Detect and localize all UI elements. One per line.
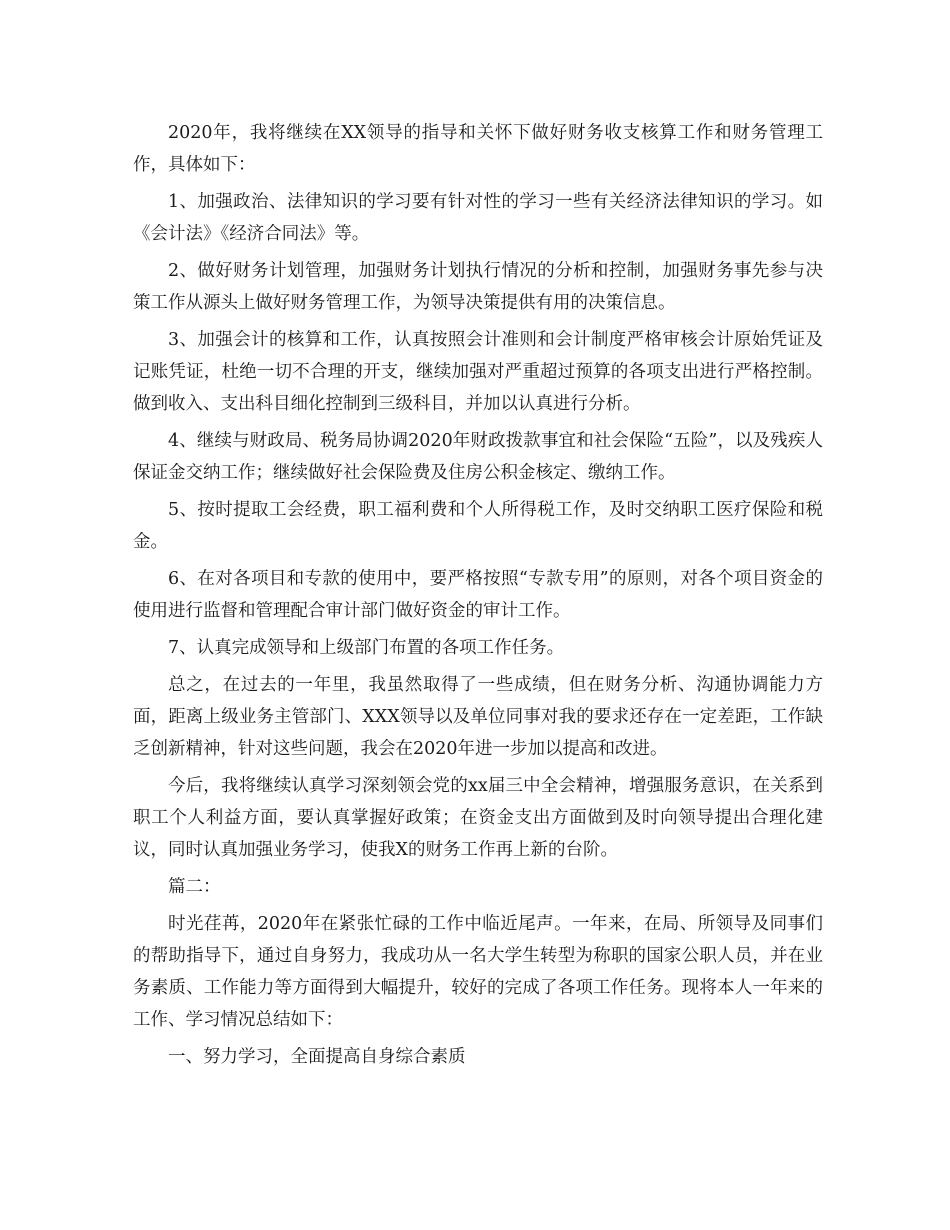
paragraph-item-4: 4、继续与财政局、税务局协调2020年财政拨款事宜和社会保险“五险”，以及残疾人保证金交纳工作；继续做好社会保险费及住房公积金核定、缴纳工作。 bbox=[133, 431, 823, 483]
paragraph-summary: 总之，在过去的一年里，我虽然取得了一些成绩，但在财务分析、沟通协调能力方面，距离上级业务主管部门、XXX领导以及单位同事对我的要求还存在一定差距，工作缺乏创新精神，针对这些问题，我会在2020年进一步加以提高和改进。 bbox=[133, 675, 823, 759]
paragraph-item-2: 2、做好财务计划管理，加强财务计划执行情况的分析和控制，加强财务事先参与决策工作从源头上做好财务管理工作，为领导决策提供有用的决策信息。 bbox=[133, 261, 823, 313]
document-body bbox=[133, 117, 823, 1078]
section-heading-study: 一、努力学习，全面提高自身综合素质 bbox=[168, 1047, 466, 1067]
paragraph-item-6: 6、在对各项目和专款的使用中，要严格按照“专款专用”的原则，对各个项目资金的使用进行监督和管理配合审计部门做好资金的审计工作。 bbox=[133, 569, 823, 621]
paragraph-part-two-intro: 时光荏苒，2020年在紧张忙碌的工作中临近尾声。一年来，在局、所领导及同事们的帮助指导下，通过自身努力，我成功从一名大学生转型为称职的国家公职人员，并在业务素质、工作能力等方面得到大幅提升，较好的完成了各项工作任务。现将本人一年来的工作、学习情况总结如下： bbox=[133, 914, 823, 1030]
paragraph-item-1: 1、加强政治、法律知识的学习要有针对性的学习一些有关经济法律知识的学习。如《会计法》《经济合同法》等。 bbox=[133, 192, 823, 244]
section-heading-part-two: 篇二： bbox=[168, 877, 221, 897]
paragraph-item-7: 7、认真完成领导和上级部门布置的各项工作任务。 bbox=[168, 638, 565, 658]
paragraph-future: 今后，我将继续认真学习深刻领会党的xx届三中全会精神，增强服务意识，在关系到职工个人利益方面，要认真掌握好政策；在资金支出方面做到及时向领导提出合理化建议，同时认真加强业务学习，使我X的财务工作再上新的台阶。 bbox=[133, 776, 823, 860]
paragraph-item-5: 5、按时提取工会经费，职工福利费和个人所得税工作，及时交纳职工医疗保险和税金。 bbox=[133, 500, 823, 552]
paragraph-intro: 2020年，我将继续在XX领导的指导和关怀下做好财务收支核算工作和财务管理工作，具体如下： bbox=[133, 123, 823, 175]
paragraph-item-3: 3、加强会计的核算和工作，认真按照会计准则和会计制度严格审核会计原始凭证及记账凭证，杜绝一切不合理的开支，继续加强对严重超过预算的各项支出进行严格控制。做到收入、支出科目细化控制到三级科目，并加以认真进行分析。 bbox=[133, 330, 823, 414]
